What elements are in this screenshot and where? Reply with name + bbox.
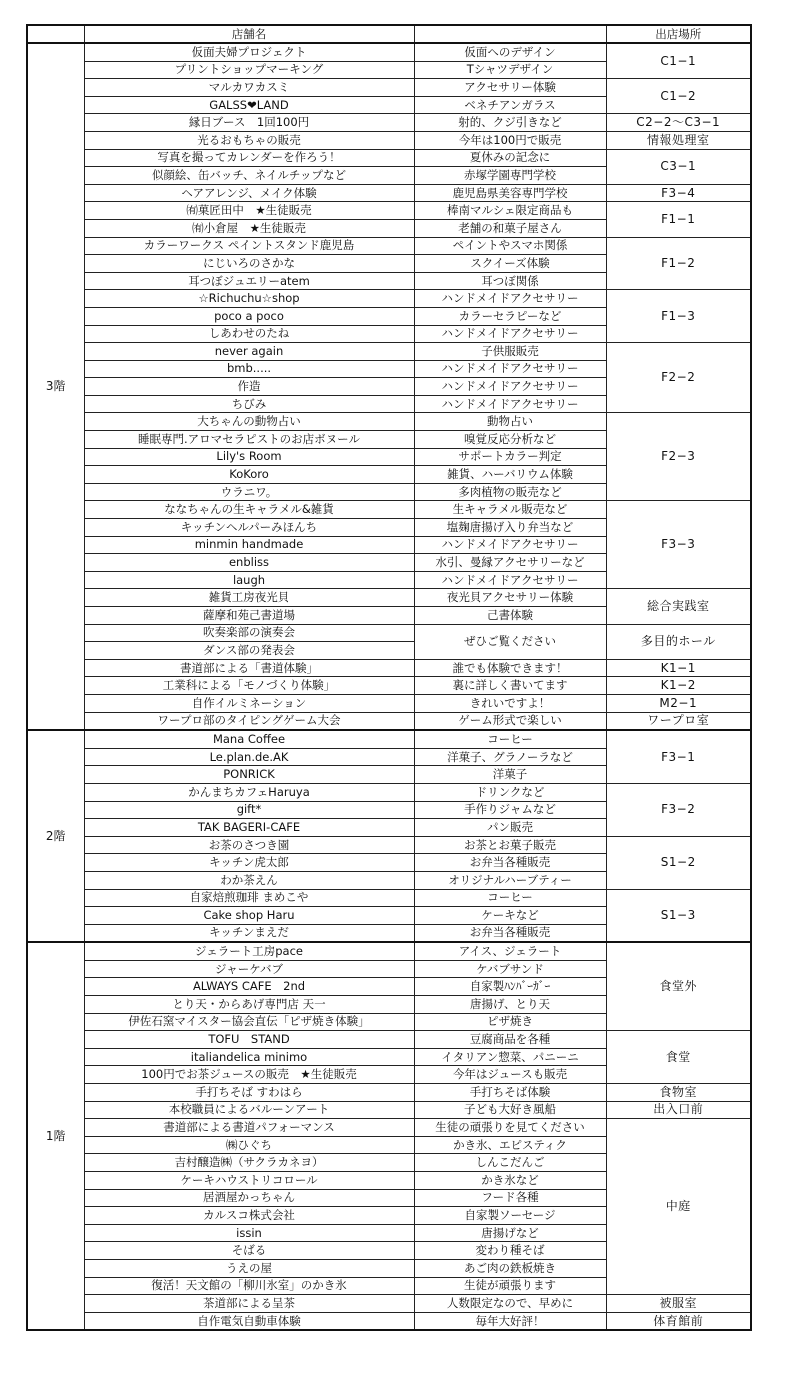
shop-name-cell: プリントショップマーキング	[84, 61, 414, 79]
shop-name-cell: TAK BAGERI-CAFE	[84, 819, 414, 837]
table-row	[27, 343, 751, 361]
description-cell: ハンドメイドアクセサリー	[414, 395, 606, 413]
description-cell: 今年は100円で販売	[414, 131, 606, 149]
shop-name-cell: 写真を撮ってカレンダーを作ろう！	[84, 149, 414, 167]
description-cell: フード各種	[414, 1189, 606, 1207]
description-cell: 己書体験	[414, 607, 606, 625]
location-cell: S1−2	[606, 836, 751, 889]
description-cell: ハンドメイドアクセサリー	[414, 360, 606, 378]
shop-name-cell: わか茶えん	[84, 871, 414, 889]
shop-name-cell: Mana Coffee	[84, 730, 414, 748]
floor-section	[27, 43, 751, 730]
shop-name-cell: GALSS❤LAND	[84, 96, 414, 114]
floor-section	[27, 730, 751, 942]
location-cell: 中庭	[606, 1119, 751, 1295]
shop-name-cell: うえの屋	[84, 1259, 414, 1277]
description-cell: カラーセラピーなど	[414, 307, 606, 325]
table-row	[27, 1084, 751, 1102]
table-row	[27, 694, 751, 712]
shop-name-cell: laugh	[84, 571, 414, 589]
shop-name-cell: 薩摩和苑己書道場	[84, 607, 414, 625]
location-cell: F3−3	[606, 501, 751, 589]
table-row	[27, 624, 751, 642]
description-cell: かき氷など	[414, 1172, 606, 1190]
table-row	[27, 202, 751, 220]
description-cell: お茶とお菓子販売	[414, 836, 606, 854]
table-row	[27, 114, 751, 132]
shop-name-cell: 吉村醸造㈱（サクラカネヨ）	[84, 1154, 414, 1172]
description-cell: ドリンクなど	[414, 783, 606, 801]
shop-name-cell: お茶のさつき園	[84, 836, 414, 854]
shop-name-cell: ㈲小倉屋 ★生徒販売	[84, 219, 414, 237]
description-cell: ハンドメイドアクセサリー	[414, 571, 606, 589]
shop-name-cell: ジェラート工房pace	[84, 942, 414, 960]
table-row	[27, 237, 751, 255]
location-cell: S1−3	[606, 889, 751, 942]
description-cell: きれいですよ！	[414, 694, 606, 712]
description-cell: あご肉の鉄板焼き	[414, 1259, 606, 1277]
description-cell: ペイントやスマホ関係	[414, 237, 606, 255]
description-cell: 鹿児島県美容専門学校	[414, 184, 606, 202]
description-cell: 変わり種そば	[414, 1242, 606, 1260]
description-cell: オリジナルハーブティー	[414, 871, 606, 889]
location-cell: 食物室	[606, 1084, 751, 1102]
shop-name-cell: italiandelica minimo	[84, 1048, 414, 1066]
table-row	[27, 836, 751, 854]
description-cell: 動物占い	[414, 413, 606, 431]
shop-name-cell: ダンス部の発表会	[84, 642, 414, 660]
description-cell: サポートカラー判定	[414, 448, 606, 466]
table-row	[27, 184, 751, 202]
location-cell: K1−2	[606, 677, 751, 695]
location-cell: F3−1	[606, 730, 751, 783]
location-cell: 体育館前	[606, 1312, 751, 1330]
shop-name-cell: しあわせのたね	[84, 325, 414, 343]
description-cell: 嗅覚反応分析など	[414, 431, 606, 449]
shop-name-cell: カラーワークス ペイントスタンド鹿児島	[84, 237, 414, 255]
table-row	[27, 589, 751, 607]
description-cell: アイス、ジェラート	[414, 942, 606, 960]
shop-name-cell: とり天・からあげ専門店 天一	[84, 996, 414, 1014]
location-cell: F1−3	[606, 290, 751, 343]
description-cell: 生徒の頑張りを見てください	[414, 1119, 606, 1137]
shop-name-cell: ジャーケバブ	[84, 960, 414, 978]
description-cell: 今年はジュースも販売	[414, 1066, 606, 1084]
table-row	[27, 290, 751, 308]
description-cell: 夏休みの記念に	[414, 149, 606, 167]
description-cell: 生徒が頑張ります	[414, 1277, 606, 1295]
description-cell: 毎年大好評！	[414, 1312, 606, 1330]
table-row	[27, 79, 751, 97]
description-cell: 洋菓子	[414, 766, 606, 784]
shop-name-cell: 光るおもちゃの販売	[84, 131, 414, 149]
table-row	[27, 1031, 751, 1049]
table-row	[27, 659, 751, 677]
description-cell: イタリアン惣菜、パニーニ	[414, 1048, 606, 1066]
description-cell: 誰でも体験できます！	[414, 659, 606, 677]
description-cell: 裏に詳しく書いてます	[414, 677, 606, 695]
description-cell: 人数限定なので、早めに	[414, 1295, 606, 1313]
shop-name-cell: gift*	[84, 801, 414, 819]
description-cell: 老舗の和菓子屋さん	[414, 219, 606, 237]
shop-name-cell: never again	[84, 343, 414, 361]
shop-name-cell: 大ちゃんの動物占い	[84, 413, 414, 431]
description-cell: 水引、曼縁アクセサリーなど	[414, 554, 606, 572]
shop-name-cell: Lily's Room	[84, 448, 414, 466]
description-cell: 夜光貝アクセサリー体験	[414, 589, 606, 607]
floor-cell: 1階	[27, 942, 84, 1330]
description-cell: ぜひご覧ください	[414, 624, 606, 659]
description-cell: アクセサリー体験	[414, 79, 606, 97]
description-cell: ハンドメイドアクセサリー	[414, 378, 606, 396]
shop-name-cell: poco a poco	[84, 307, 414, 325]
shop-name-cell: 伊佐石窯マイスター協会直伝「ピザ焼き体験」	[84, 1013, 414, 1031]
location-cell: 総合実践室	[606, 589, 751, 624]
shop-name-cell: enbliss	[84, 554, 414, 572]
header-floor	[27, 25, 84, 43]
description-cell: 洋菓子、グラノーラなど	[414, 748, 606, 766]
shop-name-cell: 手打ちそば すわはら	[84, 1084, 414, 1102]
description-cell: 生キャラメル販売など	[414, 501, 606, 519]
description-cell: 子ども大好き風船	[414, 1101, 606, 1119]
shop-name-cell: ㈱ひぐち	[84, 1136, 414, 1154]
shop-name-cell: ☆Richuchu☆shop	[84, 290, 414, 308]
shop-name-cell: 吹奏楽部の演奏会	[84, 624, 414, 642]
description-cell: コーヒー	[414, 730, 606, 748]
description-cell: お弁当各種販売	[414, 924, 606, 942]
header-shop-name: 店舗名	[84, 25, 414, 43]
shop-name-cell: ウラニワ。	[84, 483, 414, 501]
shop-name-cell: ケーキハウストリコロール	[84, 1172, 414, 1190]
location-cell: 多目的ホール	[606, 624, 751, 659]
table-row	[27, 1119, 751, 1137]
shop-name-cell: にじいろのさかな	[84, 255, 414, 273]
header-description	[414, 25, 606, 43]
description-cell: 子供服販売	[414, 343, 606, 361]
description-cell: 唐揚げ、とり天	[414, 996, 606, 1014]
location-cell: F2−2	[606, 343, 751, 413]
shop-name-cell: 縁日ブース 1回100円	[84, 114, 414, 132]
shop-name-cell: キッチンまえだ	[84, 924, 414, 942]
shop-name-cell: ななちゃんの生キャラメル&雑貨	[84, 501, 414, 519]
location-cell: 出入口前	[606, 1101, 751, 1119]
location-cell: 被服室	[606, 1295, 751, 1313]
shop-name-cell: 似顔絵、缶バッチ、ネイルチップなど	[84, 167, 414, 185]
table-row	[27, 1312, 751, 1330]
shop-name-cell: 睡眠専門.アロマセラピストのお店ボヌール	[84, 431, 414, 449]
shop-name-cell: 茶道部による呈茶	[84, 1295, 414, 1313]
floor-section	[27, 942, 751, 1330]
description-cell: ケーキなど	[414, 907, 606, 925]
shop-name-cell: 自家焙煎珈琲 まめこや	[84, 889, 414, 907]
table-row	[27, 501, 751, 519]
floor-cell: 2階	[27, 730, 84, 942]
shop-name-cell: PONRICK	[84, 766, 414, 784]
shop-name-cell: TOFU STAND	[84, 1031, 414, 1049]
shop-name-cell: 雑貨工房夜光貝	[84, 589, 414, 607]
shop-name-cell: ヘアアレンジ、メイク体験	[84, 184, 414, 202]
description-cell: コーヒー	[414, 889, 606, 907]
description-cell: かき氷、エピスティク	[414, 1136, 606, 1154]
location-cell: 食堂外	[606, 942, 751, 1030]
shop-name-cell: 本校職員によるバルーンアート	[84, 1101, 414, 1119]
location-cell: F1−1	[606, 202, 751, 237]
shop-name-cell: 書道部による「書道体験」	[84, 659, 414, 677]
location-cell: F3−2	[606, 783, 751, 836]
description-cell: 手作りジャムなど	[414, 801, 606, 819]
description-cell: ハンドメイドアクセサリー	[414, 325, 606, 343]
location-cell: C1−2	[606, 79, 751, 114]
shop-name-cell: カルスコ株式会社	[84, 1207, 414, 1225]
location-cell: C1−1	[606, 43, 751, 79]
shop-name-cell: 書道部による書道パフォーマンス	[84, 1119, 414, 1137]
table-row	[27, 783, 751, 801]
description-cell: 赤塚学園専門学校	[414, 167, 606, 185]
location-cell: F1−2	[606, 237, 751, 290]
shop-name-cell: 耳つぼジュエリーatem	[84, 272, 414, 290]
location-cell: F3−4	[606, 184, 751, 202]
description-cell: ベネチアンガラス	[414, 96, 606, 114]
description-cell: 唐揚げなど	[414, 1224, 606, 1242]
shop-name-cell: ㈲菓匠田中 ★生徒販売	[84, 202, 414, 220]
shop-name-cell: 工業科による「モノづくり体験」	[84, 677, 414, 695]
description-cell: スクイーズ体験	[414, 255, 606, 273]
shop-name-cell: かんまちカフェHaruya	[84, 783, 414, 801]
floor-cell: 3階	[27, 43, 84, 730]
shop-name-cell: ちびみ	[84, 395, 414, 413]
table-row	[27, 889, 751, 907]
shop-name-cell: KoKoro	[84, 466, 414, 484]
table-row	[27, 677, 751, 695]
shop-list-table	[26, 24, 752, 1331]
location-cell: 情報処理室	[606, 131, 751, 149]
description-cell: 雑貨、ハーバリウム体験	[414, 466, 606, 484]
shop-name-cell: bmb.....	[84, 360, 414, 378]
location-cell: C3−1	[606, 149, 751, 184]
location-cell: M2−1	[606, 694, 751, 712]
shop-name-cell: issin	[84, 1224, 414, 1242]
description-cell: ハンドメイドアクセサリー	[414, 536, 606, 554]
description-cell: 豆腐商品を各種	[414, 1031, 606, 1049]
shop-name-cell: 居酒屋かっちゃん	[84, 1189, 414, 1207]
description-cell: 耳つぼ関係	[414, 272, 606, 290]
table-row	[27, 413, 751, 431]
shop-name-cell: 仮面夫婦プロジェクト	[84, 43, 414, 61]
shop-name-cell: キッチン虎太郎	[84, 854, 414, 872]
table-row	[27, 149, 751, 167]
description-cell: 手打ちそば体験	[414, 1084, 606, 1102]
shop-name-cell: Cake shop Haru	[84, 907, 414, 925]
table-row	[27, 730, 751, 748]
shop-name-cell: 自作電気自動車体験	[84, 1312, 414, 1330]
header-location: 出店場所	[606, 25, 751, 43]
description-cell: 多肉植物の販売など	[414, 483, 606, 501]
shop-name-cell: そばる	[84, 1242, 414, 1260]
shop-name-cell: ALWAYS CAFE 2nd	[84, 978, 414, 996]
location-cell: F2−3	[606, 413, 751, 501]
location-cell: K1−1	[606, 659, 751, 677]
shop-name-cell: マルカワカスミ	[84, 79, 414, 97]
location-cell: ワープロ室	[606, 712, 751, 730]
shop-name-cell: minmin handmade	[84, 536, 414, 554]
shop-name-cell: 100円でお茶ジュースの販売 ★生徒販売	[84, 1066, 414, 1084]
description-cell: 棒南マルシェ限定商品も	[414, 202, 606, 220]
description-cell: ケバブサンド	[414, 960, 606, 978]
description-cell: ゲーム形式で楽しい	[414, 712, 606, 730]
table-row	[27, 1295, 751, 1313]
table-row	[27, 942, 751, 960]
shop-name-cell: Le.plan.de.AK	[84, 748, 414, 766]
table-row	[27, 1101, 751, 1119]
shop-name-cell: ワープロ部のタイピングゲーム大会	[84, 712, 414, 730]
shop-name-cell: 復活！天文館の「柳川氷室」のかき氷	[84, 1277, 414, 1295]
description-cell: 自家製ﾊﾝﾊﾞｰｶﾞｰ	[414, 978, 606, 996]
description-cell: お弁当各種販売	[414, 854, 606, 872]
description-cell: 自家製ソーセージ	[414, 1207, 606, 1225]
description-cell: 塩麹唐揚げ入り弁当など	[414, 519, 606, 537]
shop-name-cell: 自作イルミネーション	[84, 694, 414, 712]
description-cell: ハンドメイドアクセサリー	[414, 290, 606, 308]
description-cell: 射的、クジ引きなど	[414, 114, 606, 132]
description-cell: パン販売	[414, 819, 606, 837]
description-cell: しんこだんご	[414, 1154, 606, 1172]
table-row	[27, 43, 751, 61]
description-cell: ピザ焼き	[414, 1013, 606, 1031]
header-row	[27, 25, 751, 43]
table-row	[27, 712, 751, 730]
description-cell: Tシャツデザイン	[414, 61, 606, 79]
table-row	[27, 131, 751, 149]
shop-name-cell: 作造	[84, 378, 414, 396]
location-cell: 食堂	[606, 1031, 751, 1084]
shop-name-cell: キッチンヘルパーみほんち	[84, 519, 414, 537]
description-cell: 仮面へのデザイン	[414, 43, 606, 61]
location-cell: C2−2～C3−1	[606, 114, 751, 132]
